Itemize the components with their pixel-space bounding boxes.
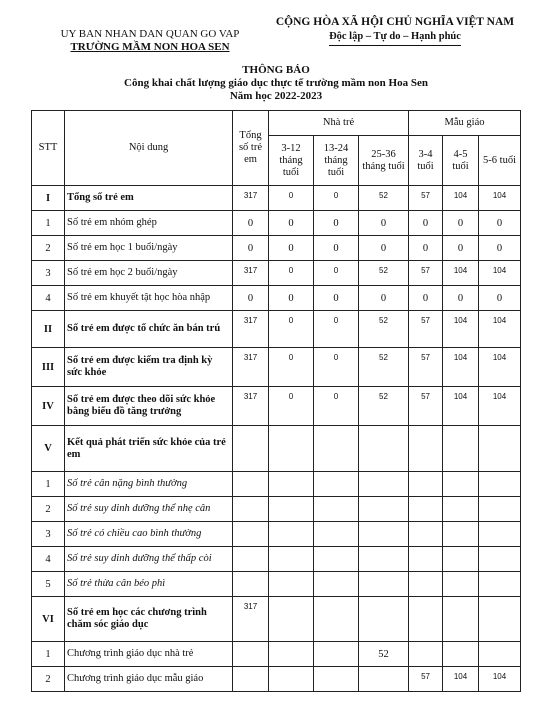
row-label: Số trẻ cân nặng bình thường [65, 472, 233, 497]
row-stt: 4 [32, 547, 65, 572]
row-stt: 2 [32, 497, 65, 522]
row-value [359, 667, 409, 692]
row-value [233, 497, 269, 522]
row-value [314, 426, 359, 472]
row-value: 0 [359, 236, 409, 261]
row-stt: VI [32, 597, 65, 642]
row-value [479, 642, 521, 667]
row-label: Số trẻ suy dinh dưỡng thể thấp còi [65, 547, 233, 572]
table-row [32, 186, 521, 211]
row-label: Chương trình giáo dục nhà trẻ [65, 642, 233, 667]
row-value [314, 497, 359, 522]
row-value [409, 642, 443, 667]
row-value: 52 [359, 387, 409, 426]
row-label: Số trẻ em được kiểm tra định kỳ sức khỏe [65, 348, 233, 387]
row-value: 104 [479, 667, 521, 692]
header-content: Nội dung [65, 111, 233, 186]
header-age-3-4: 3-4 tuổi [409, 136, 443, 186]
row-value: 0 [269, 261, 314, 286]
row-value: 0 [314, 211, 359, 236]
row-value: 0 [269, 236, 314, 261]
document-title [0, 64, 552, 103]
row-value [233, 522, 269, 547]
row-value [269, 472, 314, 497]
row-value: 0 [314, 311, 359, 348]
motto: Độc lập – Tự do – Hạnh phúc [329, 30, 461, 46]
row-value: 317 [233, 597, 269, 642]
row-label: Kết quả phát triển sức khỏe của trẻ em [65, 426, 233, 472]
header-age-13-24: 13-24 tháng tuổi [314, 136, 359, 186]
row-value: 0 [359, 211, 409, 236]
row-value: 104 [479, 186, 521, 211]
national-header [262, 15, 528, 46]
table-row [32, 286, 521, 311]
row-value [314, 472, 359, 497]
table-row [32, 472, 521, 497]
row-value [269, 667, 314, 692]
row-value [233, 572, 269, 597]
table-row [32, 261, 521, 286]
row-value: 0 [314, 286, 359, 311]
row-value [479, 522, 521, 547]
row-value [443, 426, 479, 472]
row-value [269, 426, 314, 472]
row-value [233, 426, 269, 472]
row-value [233, 642, 269, 667]
row-value: 57 [409, 311, 443, 348]
row-value: 0 [269, 387, 314, 426]
row-stt: 2 [32, 667, 65, 692]
row-value: 52 [359, 186, 409, 211]
row-value: 57 [409, 348, 443, 387]
country-name: CỘNG HÒA XÃ HỘI CHỦ NGHĨA VIỆT NAM [275, 16, 515, 28]
row-value: 0 [443, 286, 479, 311]
row-value: 52 [359, 311, 409, 348]
row-value: 0 [269, 286, 314, 311]
row-value: 57 [409, 186, 443, 211]
row-value [314, 597, 359, 642]
row-value [443, 497, 479, 522]
row-value [269, 522, 314, 547]
header-age-5-6: 5-6 tuổi [479, 136, 521, 186]
row-value: 104 [443, 667, 479, 692]
header-group-nhatre: Nhà trẻ [269, 111, 409, 136]
row-value: 317 [233, 186, 269, 211]
row-stt: III [32, 348, 65, 387]
row-value [269, 497, 314, 522]
row-value [443, 642, 479, 667]
title-line1: THÔNG BÁO [242, 64, 310, 76]
row-value: 0 [269, 311, 314, 348]
row-value: 0 [314, 261, 359, 286]
table-row [32, 572, 521, 597]
row-value [479, 497, 521, 522]
row-value [314, 547, 359, 572]
table-row [32, 642, 521, 667]
row-value: 0 [233, 286, 269, 311]
header-age-3-12: 3-12 tháng tuổi [269, 136, 314, 186]
header-total: Tổng số trẻ em [233, 111, 269, 186]
header-group-maugiao: Mẫu giáo [409, 111, 521, 136]
row-value: 317 [233, 348, 269, 387]
row-stt: 5 [32, 572, 65, 597]
row-value: 0 [269, 348, 314, 387]
title-line3: Năm học 2022-2023 [229, 90, 323, 102]
row-label: Số trẻ em được tổ chức ăn bán trú [65, 311, 233, 348]
row-value [479, 572, 521, 597]
row-value: 52 [359, 261, 409, 286]
table-row [32, 211, 521, 236]
row-value: 104 [479, 348, 521, 387]
row-stt: 1 [32, 211, 65, 236]
row-value [409, 547, 443, 572]
row-value: 104 [479, 261, 521, 286]
row-value [314, 667, 359, 692]
row-value: 0 [314, 387, 359, 426]
row-value [269, 572, 314, 597]
row-value [359, 597, 409, 642]
row-value [314, 572, 359, 597]
row-value [443, 572, 479, 597]
row-value: 0 [233, 236, 269, 261]
row-stt: 1 [32, 472, 65, 497]
row-value: 52 [359, 348, 409, 387]
row-value [443, 472, 479, 497]
row-value: 317 [233, 261, 269, 286]
row-value: 0 [409, 286, 443, 311]
row-stt: IV [32, 387, 65, 426]
row-value: 0 [359, 286, 409, 311]
row-value: 0 [443, 211, 479, 236]
title-line2: Công khai chất lượng giáo dục thực tế trường mầm non Hoa Sen [124, 77, 428, 89]
row-value: 0 [269, 211, 314, 236]
row-value: 0 [479, 286, 521, 311]
row-value: 0 [314, 186, 359, 211]
row-value: 317 [233, 387, 269, 426]
row-label: Số trẻ em học các chương trình chăm sóc giáo dục [65, 597, 233, 642]
row-value: 0 [233, 211, 269, 236]
row-value [409, 522, 443, 547]
row-value [314, 642, 359, 667]
row-value [359, 547, 409, 572]
table-row [32, 348, 521, 387]
row-value: 0 [479, 211, 521, 236]
row-stt: 1 [32, 642, 65, 667]
row-value: 0 [409, 236, 443, 261]
row-value [233, 472, 269, 497]
row-value [409, 426, 443, 472]
row-value [479, 472, 521, 497]
row-value: 0 [314, 236, 359, 261]
row-value: 104 [443, 261, 479, 286]
row-stt: 3 [32, 522, 65, 547]
row-stt: V [32, 426, 65, 472]
row-stt: 3 [32, 261, 65, 286]
row-value [314, 522, 359, 547]
row-value: 0 [479, 236, 521, 261]
row-value [269, 642, 314, 667]
row-value: 57 [409, 261, 443, 286]
header-age-4-5: 4-5 tuổi [443, 136, 479, 186]
school-name: TRƯỜNG MẦM NON HOA SEN [70, 41, 230, 53]
row-value: 104 [443, 387, 479, 426]
row-value [479, 426, 521, 472]
row-value [443, 547, 479, 572]
row-value [269, 547, 314, 572]
row-value [359, 572, 409, 597]
row-value: 0 [314, 348, 359, 387]
row-value: 104 [443, 186, 479, 211]
row-value: 0 [269, 186, 314, 211]
row-label: Số trẻ có chiều cao bình thường [65, 522, 233, 547]
row-label: Số trẻ em nhóm ghép [65, 211, 233, 236]
table-row [32, 426, 521, 472]
school-header [40, 28, 260, 54]
row-value [409, 497, 443, 522]
row-value [479, 547, 521, 572]
table-body [32, 186, 521, 692]
row-value: 104 [443, 348, 479, 387]
row-value [443, 597, 479, 642]
row-value: 317 [233, 311, 269, 348]
row-value [479, 597, 521, 642]
row-value: 0 [409, 211, 443, 236]
row-value [409, 597, 443, 642]
row-stt: 2 [32, 236, 65, 261]
header-age-25-36: 25-36 tháng tuổi [359, 136, 409, 186]
row-value [359, 522, 409, 547]
row-stt: 4 [32, 286, 65, 311]
table-row [32, 311, 521, 348]
row-label: Số trẻ em khuyết tật học hòa nhập [65, 286, 233, 311]
row-label: Số trẻ em học 1 buổi/ngày [65, 236, 233, 261]
row-label: Số trẻ em được theo dõi sức khỏe bằng biểu đồ tăng trưởng [65, 387, 233, 426]
table-row [32, 667, 521, 692]
table-row [32, 387, 521, 426]
row-value [443, 522, 479, 547]
district-name: UY BAN NHAN DAN QUAN GO VAP [60, 28, 240, 40]
row-value: 52 [359, 642, 409, 667]
row-value: 0 [443, 236, 479, 261]
row-value: 57 [409, 387, 443, 426]
row-label: Số trẻ suy dinh dưỡng thể nhẹ cân [65, 497, 233, 522]
row-value [359, 472, 409, 497]
row-label: Tổng số trẻ em [65, 186, 233, 211]
header-stt: STT [32, 111, 65, 186]
quality-table [31, 110, 521, 692]
row-value: 104 [479, 387, 521, 426]
row-value: 57 [409, 667, 443, 692]
row-value: 104 [479, 311, 521, 348]
row-value [409, 572, 443, 597]
row-label: Số trẻ thừa cân béo phì [65, 572, 233, 597]
row-stt: II [32, 311, 65, 348]
row-value [269, 597, 314, 642]
table-row [32, 522, 521, 547]
table-row [32, 497, 521, 522]
row-label: Chương trình giáo dục mẫu giáo [65, 667, 233, 692]
row-value: 104 [443, 311, 479, 348]
row-value [359, 426, 409, 472]
row-label: Số trẻ em học 2 buổi/ngày [65, 261, 233, 286]
row-stt: I [32, 186, 65, 211]
row-value [359, 497, 409, 522]
table-row [32, 236, 521, 261]
row-value [233, 547, 269, 572]
table-row [32, 547, 521, 572]
row-value [409, 472, 443, 497]
row-value [233, 667, 269, 692]
table-row [32, 597, 521, 642]
